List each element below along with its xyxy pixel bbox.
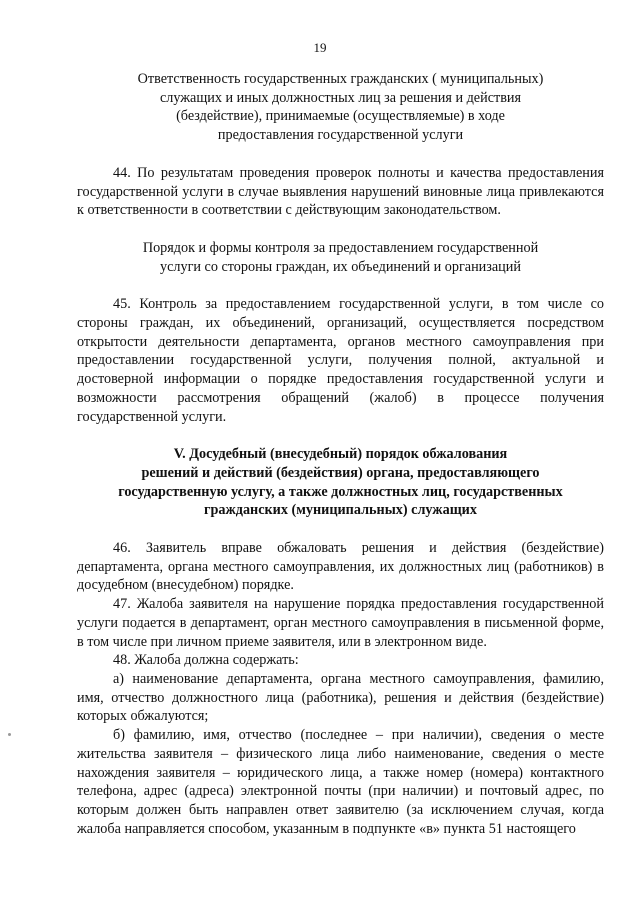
heading-line: решений и действий (бездействия) органа, предоставляющего (141, 464, 540, 481)
paragraph-47: 47. Жалоба заявителя на нарушение порядка предоставления государственной услуги подается в департамент, орган местного самоуправления в письменной форме, в том числе при личном приеме заявителя, или в электронном виде. (77, 596, 604, 650)
paragraph-48b: б) фамилию, имя, отчество (последнее – при наличии), сведения о месте жительства заявителя – физического лица либо наименование, сведения о месте нахождения заявителя – юридического лица, а также номер (номера) контактного телефона, адрес (адреса) электронной почты (при наличии) и почтовый адрес, по которым должен быть направлен ответ заявителю (за исключением случая, когда жалоба направляется способом, указанным в подпункте «в» пункта 51 настоящего (77, 727, 604, 837)
heading-line: государственную услугу, а также должностных лиц, государственных (118, 483, 563, 500)
paragraph-48: 48. Жалоба должна содержать: (113, 652, 299, 669)
paragraph-48a: а) наименование департамента, органа местного самоуправления, фамилию, имя, отчество должностного лица (работника), решения и действия (бездействие) которых обжалуются; (77, 670, 604, 725)
paragraph-44: 44. По результатам проведения проверок полноты и качества предоставления государственной услуги в случае выявления нарушений виновные лица привлекаются к ответственности в соответствии с действующим законодательством. (77, 164, 604, 219)
scan-speck (8, 733, 11, 736)
heading-line: (бездействие), принимаемые (осуществляемые) в ходе (176, 108, 505, 125)
heading-line: услуги со стороны граждан, их объединений и организаций (160, 258, 521, 275)
heading-control-forms (77, 239, 604, 276)
heading-line: предоставления государственной услуги (217, 127, 464, 144)
paragraph-46: 46. Заявитель вправе обжаловать решения и действия (бездействие) департамента, органа местного самоуправления, их должностных лиц (работников) в досудебном (внесудебном) порядке. (77, 540, 604, 594)
heading-section-v (77, 445, 604, 520)
heading-line: V. Досудебный (внесудебный) порядок обжалования (173, 446, 508, 463)
heading-responsibility (77, 70, 604, 145)
heading-line: Ответственность государственных гражданских ( муниципальных) (137, 71, 544, 87)
heading-line: служащих и иных должностных лиц за решения и действия (159, 89, 522, 106)
page-content (77, 70, 604, 838)
paragraph-45: 45. Контроль за предоставлением государственной услуги, в том числе со стороны граждан, их объединений, организаций, осуществляется посредством открытости деятельности департамента, органов местного самоуправления при предоставлении государственной услуги, получения полной, актуальной и достоверной информации о порядке предоставления государственной услуги и возможности рассмотрения обращений (жалоб) в процессе получения государственной услуги. (77, 296, 604, 425)
heading-line: гражданских (муниципальных) служащих (204, 502, 477, 519)
heading-line: Порядок и формы контроля за предоставлением государственной (142, 239, 539, 256)
page-number: 19 (313, 40, 327, 55)
